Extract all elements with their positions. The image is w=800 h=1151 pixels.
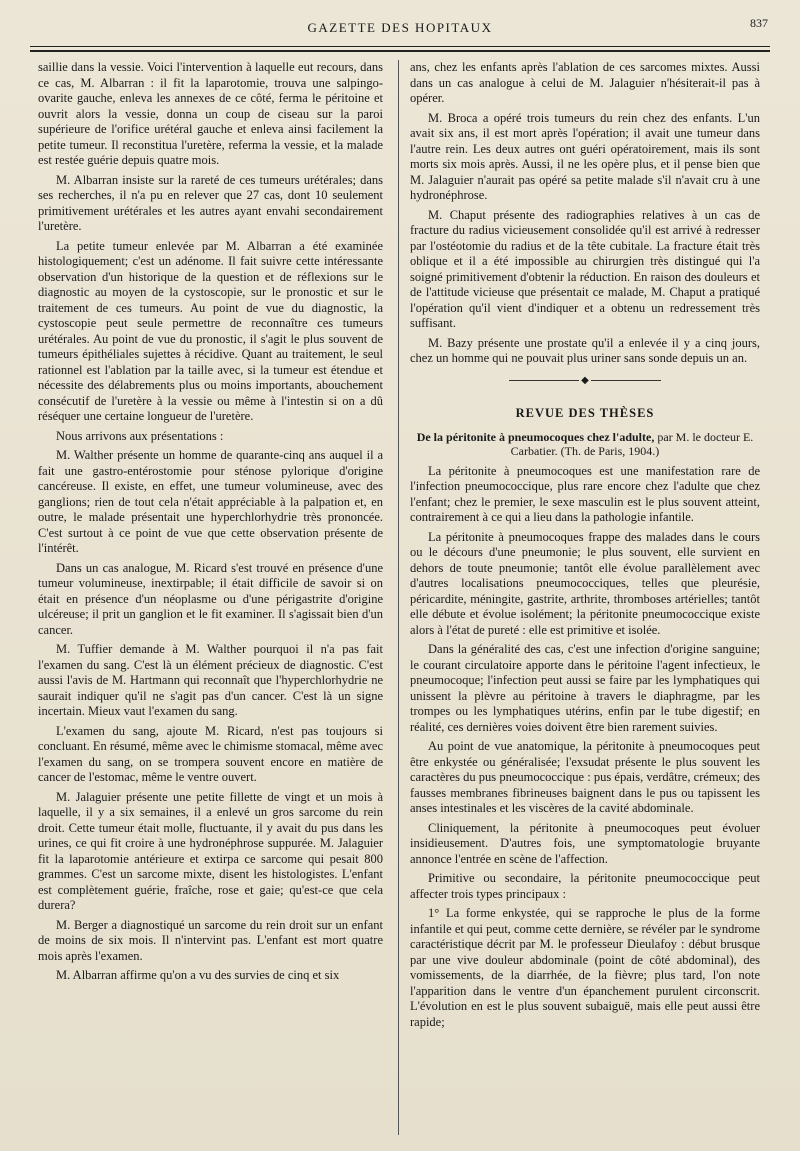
paragraph: Au point de vue anatomique, la péritonite à pneumocoques peut être enkystée ou généralisée; l'exsudat présente le plus souvent les caractères du pus pneumococcique : pus épais, verdâtre, crémeux; des fausses membranes fibrineuses baignent dans le pus ou tapissent les anses intestinales et les viscères de la cavité abdominale. (410, 739, 760, 815)
paragraph: Nous arrivons aux présentations : (56, 428, 224, 443)
header-rule (30, 46, 770, 47)
thesis-author: par M. le docteur E. Carbatier. (Th. de Paris, 1904.) (510, 429, 754, 458)
right-column (410, 60, 760, 1135)
running-title: GAZETTE DES HOPITAUX (307, 20, 493, 35)
paragraph: M. Berger a diagnostiqué un sarcome du rein droit sur un enfant de moins de six mois. Il n'intervint pas. L'enfant est mort quatre mois après l'examen. (38, 917, 383, 963)
paragraph: M. Tuffier demande à M. Walther pourquoi il n'a pas fait l'examen du sang. C'est là un élément précieux de diagnostic. C'est aussi l'avis de M. Hartmann qui reconnaît que l'hyperchlorhydrie ne saurait indiquer qu'il ne s'agit pas d'un cancer. C'est là un signe incertain. Mieux vaut l'examen du sang. (38, 642, 383, 718)
header-rule-thick (30, 50, 770, 52)
column-divider (398, 60, 399, 1135)
paragraph: M. Walther présente un homme de quarante-cinq ans auquel il a fait une gastro-entérostomie pour sténose pylorique d'origine cancéreuse. Il existe, en effet, une tumeur volumineuse, avec des ganglions; rien de tout cela n'était appréciable à la palpation et, en outre, le malade présentait une hyperchlorhydrie très prononcée. C'est surtout à ce point de vue que cette observation présente de l'intérêt. (38, 448, 383, 555)
left-column (38, 60, 383, 1135)
paragraph: ans, chez les enfants après l'ablation de ces sarcomes mixtes. Aussi dans un cas analogue à celui de M. Jalaguier n'hésiterait-il pas à opérer. (410, 60, 760, 105)
paragraph: Cliniquement, la péritonite à pneumocoques peut évoluer insidieusement. D'autres fois, une symptomatologie bruyante annonce l'entrée en scène de l'affection. (410, 820, 760, 866)
paragraph: La péritonite à pneumocoques frappe des malades dans le cours ou le décours d'une pneumonie; le plus souvent, elle survient en dehors de toute pneumonie; tantôt elle évolue parallèlement avec d'autres localisations pneumococciques, telles que pleurésie, péricardite, méningite, gastrite, arthrite, thromboses artérielles; tantôt elle débute et évolue isolément; la péritonite pneumococcique existe alors à l'état de pureté : elle est primitive et isolée. (410, 529, 760, 637)
page-number: 837 (750, 16, 768, 30)
paragraph: saillie dans la vessie. Voici l'intervention à laquelle eut recours, dans ce cas, M. Albarran : il fit la laparotomie, trouva une salpingo-ovarite gauche, enleva les annexes de ce côté, ferma le péritoine et ouvrit alors la vessie, donna un coup de ciseau sur la paroi supérieure de l'orifice urétéral gauche et enleva ainsi facilement la petite tumeur. Il reconstitua l'uretère, referma la vessie, et la malade est restée guérie depuis quatre mois. (38, 60, 383, 167)
paragraph: M. Jalaguier présente une petite fillette de vingt et un mois à laquelle, il y a six semaines, il a enlevé un gros sarcome du rein droit. Cette tumeur était molle, fluctuante, il y avait du pus dans les urines, ce qui fit croire à une hydronéphrose suppurée. M. Jalaguier fit la laparotomie antérieure et extirpa ce sarcome qui pesait 800 grammes. C'est un sarcome mixte, disent les histologistes. L'enfant est complètement guérie, fraîche, rose et gaie; qu'est-ce que cela durera? (38, 789, 383, 912)
paragraph: L'examen du sang, ajoute M. Ricard, n'est pas toujours si concluant. En résumé, même avec le chimisme stomacal, même avec l'examen du sang, on se trompera souvent encore en matière de cancer de l'estomac, même le ventre ouvert. (38, 723, 383, 784)
paragraph: La péritonite à pneumocoques est une manifestation rare de l'infection pneumococcique, plus rare encore chez l'adulte que chez l'enfant; chez le premier, le sexe masculin est le plus souvent atteint, contrairement à ce qui a lieu dans la pathologie infantile. (410, 463, 760, 524)
paragraph: Dans un cas analogue, M. Ricard s'est trouvé en présence d'une tumeur volumineuse, inextirpable; il était difficile de savoir si on était en présence d'un néoplasme ou d'une périgastrite d'origine ulcéreuse; il prit un ganglion et le fit examiner. Il s'agissait bien d'un cancer. (38, 560, 383, 637)
paragraph: M. Broca a opéré trois tumeurs du rein chez des enfants. L'un avait six ans, il est mort après l'opération; il avait une tumeur dans l'autre rein. Les deux autres ont guéri opératoirement, mais ils sont morts six mois après. Aussi, il ne les opère plus, et il pense bien que M. Jalaguier n'aurait pas opéré sa petite malade s'il n'avait cru à une hydronéphrose. (410, 110, 760, 202)
section-separator: ◆ (410, 373, 760, 389)
paragraph: M. Chaput présente des radiographies relatives à un cas de fracture du radius vicieusement consolidée qu'il est arrivé à redresser par l'ostéotomie du radius et de la tête cubitale. La fracture était très oblique et il a été impossible au chirurgien très distingué qui l'a soigné primitivement d'obtenir la réduction. En raison des douleurs et de l'attitude vicieuse que présentait ce malade, M. Chaput a pratiqué l'opération qu'il vient d'indiquer et a obtenu un redressement très suffisant. (410, 207, 760, 330)
paragraph: 1° La forme enkystée, qui se rapproche le plus de la forme infantile et qui peut, comme cette dernière, se révéler par le syndrome caractéristique décrit par M. le professeur Dieulafoy : début brusque par une vive douleur abdominale (point de côté abdominal), des vomissements, de la diarrhée, de la fièvre; plus tard, l'on note l'apparition dans le ventre d'un épanchement purulent circonscrit. L'évolution en est le plus souvent subaiguë, mais elle peut aussi être rapide; (410, 906, 760, 1029)
paragraph: M. Albarran insiste sur la rareté de ces tumeurs urétérales; dans ses recherches, il n'a pu en relever que 27 cas, dont 10 seulement primitivement urétérales et les autres ayant envahi secondairement l'uretère. (38, 172, 383, 233)
thesis-title (410, 430, 760, 458)
page-header (30, 14, 770, 44)
thesis-title-text: De la péritonite à pneumocoques chez l'adulte, (416, 429, 655, 444)
paragraph: M. Bazy présente une prostate qu'il a enlevée il y a cinq jours, chez un homme qui ne pouvait plus uriner sans sonde depuis un an. (410, 335, 760, 365)
paragraph: Primitive ou secondaire, la péritonite pneumococcique peut affecter trois types principaux : (410, 871, 760, 901)
paragraph: La petite tumeur enlevée par M. Albarran a été examinée histologiquement; c'est un adénome. Il fait suivre cette intéressante observation d'un historique de la question et de réflexions sur le diagnostic au moyen de la cystoscopie, sur le pronostic et sur le traitement de ces tumeurs. Au point de vue du diagnostic, la cystoscopie peut seule permettre de reconnaître ces tumeurs urétérales. Au point de vue du pronostic, il s'agit le plus souvent de tumeurs épithéliales sujettes à récidive. Quant au traitement, le seul rationnel est l'ablation par la taille avec, si la tumeur est étendue et nécessite des délabrements plus ou moins importants, abouchement consécutif de l'uretère à la vessie ou même à l'intestin si on a dû réséquer une certaine longueur de l'uretère. (38, 238, 383, 423)
paragraph: Dans la généralité des cas, c'est une infection d'origine sanguine; le courant circulatoire apporte dans le péritoine l'agent infectieux, le pneumocoque; l'infection peut aussi se faire par les lymphatiques qui unissent la plèvre au péritoine à travers le diaphragme, par les trompes ou les lymphatiques utérins, enfin par le tube digestif; en réalité, ces dernières voies doivent être bien rarement suivies. (410, 642, 760, 734)
section-heading: REVUE DES THÈSES (515, 406, 655, 420)
paragraph: M. Albarran affirme qu'on a vu des survies de cinq et six (56, 968, 340, 982)
